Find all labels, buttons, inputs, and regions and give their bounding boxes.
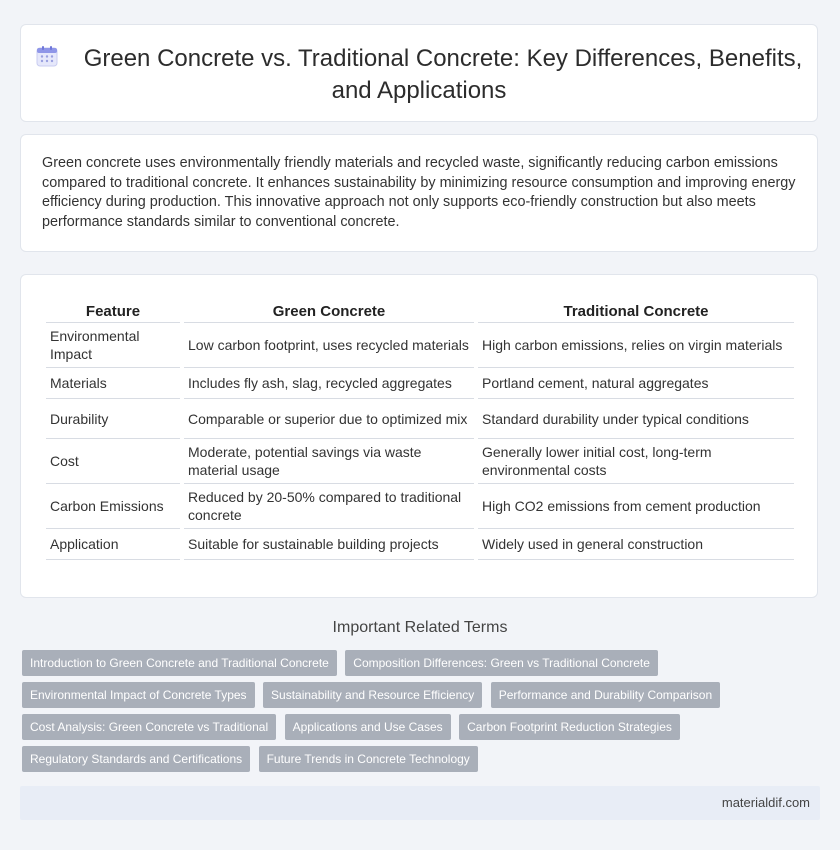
related-term-tag[interactable]: Regulatory Standards and Certifications bbox=[22, 746, 250, 772]
table-row bbox=[46, 439, 794, 484]
table-cell: Includes fly ash, slag, recycled aggregates bbox=[184, 368, 474, 399]
related-term-tag[interactable]: Applications and Use Cases bbox=[285, 714, 451, 740]
table-cell: Standard durability under typical conditions bbox=[478, 399, 794, 439]
table-row bbox=[46, 529, 794, 560]
table-cell: Reduced by 20-50% compared to traditional concrete bbox=[184, 484, 474, 529]
related-term-tag[interactable]: Performance and Durability Comparison bbox=[491, 682, 720, 708]
comparison-table-card bbox=[20, 274, 818, 598]
footer-site-name[interactable]: materialdif.com bbox=[721, 795, 810, 810]
table-row bbox=[46, 399, 794, 439]
intro-card bbox=[20, 134, 818, 252]
related-term-tag[interactable]: Introduction to Green Concrete and Traditional Concrete bbox=[22, 650, 337, 676]
related-term-tag[interactable]: Carbon Footprint Reduction Strategies bbox=[459, 714, 680, 740]
related-terms-list bbox=[22, 650, 802, 778]
intro-paragraph: Green concrete uses environmentally friendly materials and recycled waste, significantly reducing carbon emissions compared to traditional concrete. It enhances sustainability by minimizing resource consumption and improving energy efficiency during production. This innovative approach not only supports eco-friendly construction but also meets performance standards similar to conventional concrete. bbox=[42, 155, 796, 230]
table-cell: Low carbon footprint, uses recycled materials bbox=[184, 323, 474, 368]
page-title bbox=[21, 43, 817, 107]
table-header-row bbox=[46, 294, 794, 323]
related-term-tag[interactable]: Sustainability and Resource Efficiency bbox=[263, 682, 482, 708]
page-title-text: Green Concrete vs. Traditional Concrete: Key Differences, Benefits, and Applications bbox=[83, 45, 803, 104]
related-term-tag[interactable]: Cost Analysis: Green Concrete vs Traditional bbox=[22, 714, 276, 740]
table-row bbox=[46, 323, 794, 368]
table-cell: Durability bbox=[46, 399, 180, 439]
table-cell: Suitable for sustainable building projects bbox=[184, 529, 474, 560]
related-terms-title: Important Related Terms bbox=[332, 619, 508, 636]
table-cell: Portland cement, natural aggregates bbox=[478, 368, 794, 399]
table-cell: Generally lower initial cost, long-term environmental costs bbox=[478, 439, 794, 484]
table-cell: Moderate, potential savings via waste material usage bbox=[184, 439, 474, 484]
table-cell: Cost bbox=[46, 439, 180, 484]
table-cell: Carbon Emissions bbox=[46, 484, 180, 529]
header-card bbox=[20, 24, 818, 122]
comparison-table bbox=[42, 294, 798, 560]
table-cell: Widely used in general construction bbox=[478, 529, 794, 560]
table-row bbox=[46, 484, 794, 529]
table-cell: High carbon emissions, relies on virgin materials bbox=[478, 323, 794, 368]
column-header: Green Concrete bbox=[184, 294, 474, 323]
table-row bbox=[46, 368, 794, 399]
column-header: Feature bbox=[46, 294, 180, 323]
table-cell: Materials bbox=[46, 368, 180, 399]
table-cell: Application bbox=[46, 529, 180, 560]
table-cell: High CO2 emissions from cement production bbox=[478, 484, 794, 529]
table-cell: Environmental Impact bbox=[46, 323, 180, 368]
related-term-tag[interactable]: Future Trends in Concrete Technology bbox=[259, 746, 478, 772]
related-term-tag[interactable]: Composition Differences: Green vs Traditional Concrete bbox=[345, 650, 658, 676]
table-cell: Comparable or superior due to optimized mix bbox=[184, 399, 474, 439]
footer-bar bbox=[20, 786, 820, 820]
calendar-icon bbox=[36, 45, 58, 67]
column-header: Traditional Concrete bbox=[478, 294, 794, 323]
related-term-tag[interactable]: Environmental Impact of Concrete Types bbox=[22, 682, 255, 708]
